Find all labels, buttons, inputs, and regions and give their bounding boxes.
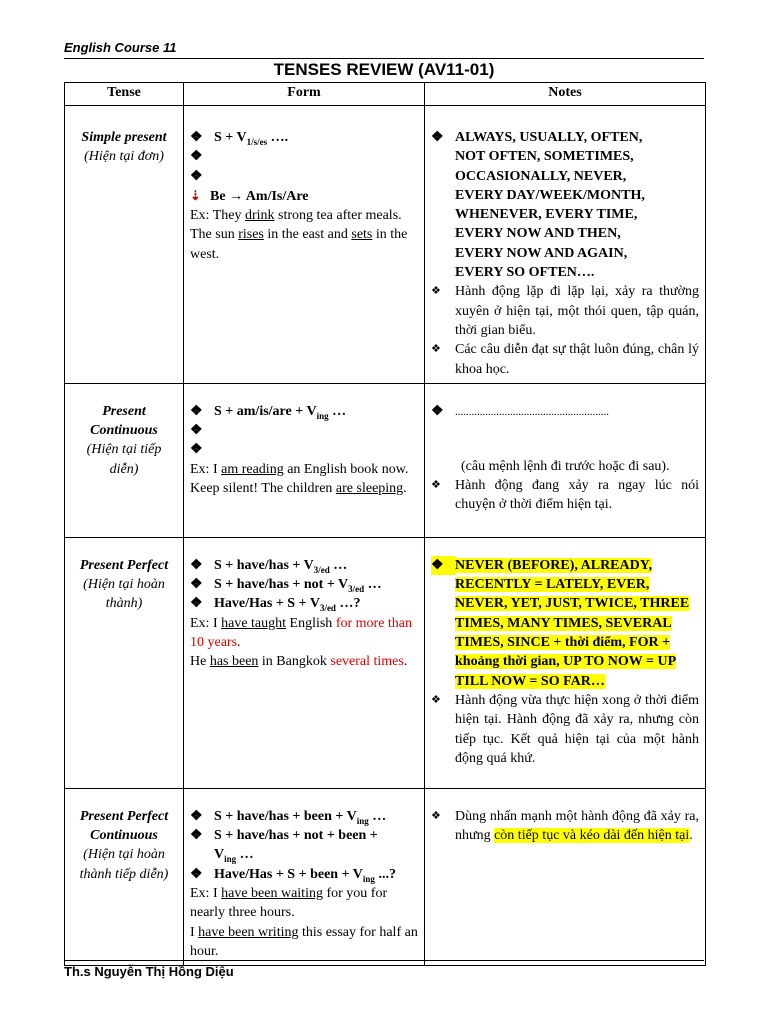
- table-header-row: [65, 83, 706, 106]
- example-sentence: Ex: They drink strong tea after meals.: [190, 208, 402, 224]
- small-diamond-bullet-icon: ❖: [431, 479, 441, 492]
- tense-name-en: Continuous: [90, 423, 158, 439]
- form-cell: [184, 537, 425, 788]
- tense-name-vi: (Hiện tại hoàn: [83, 577, 165, 593]
- author-footer: Th.s Nguyễn Thị Hồng Diệu: [64, 964, 234, 979]
- formula-question-blank: [190, 440, 418, 459]
- small-diamond-bullet-icon: ❖: [431, 809, 441, 822]
- small-diamond-bullet-icon: ❖: [431, 343, 441, 356]
- tenses-table: [64, 82, 706, 966]
- formula-be: ⇣ Be → Am/Is/Are: [190, 187, 309, 204]
- tense-cell: [65, 383, 184, 537]
- diamond-cross-bullet-icon: ❖: [190, 577, 203, 593]
- formula-negative-blank: [190, 147, 418, 166]
- tense-name-en: Continuous: [90, 828, 158, 844]
- formula-affirmative: ❖ $S + am/is/are + V_{ing}$ …: [190, 403, 347, 421]
- form-cell: [184, 106, 425, 384]
- tense-cell: [65, 106, 184, 384]
- notes-cell: [425, 383, 706, 537]
- column-header-tense: Tense: [65, 83, 184, 106]
- diamond-cross-bullet-icon: ❖: [190, 828, 203, 844]
- notes-cell: [425, 106, 706, 384]
- tense-name-vi: diễn): [109, 461, 139, 477]
- diamond-cross-bullet-icon: ❖: [190, 866, 203, 882]
- tense-name-vi: (Hiện tại tiếp: [86, 442, 162, 458]
- tense-name-en: Simple present: [81, 130, 167, 145]
- formula-negative-cont: $V_{ing}$ …: [214, 847, 254, 865]
- formula-question-blank: [190, 167, 418, 186]
- example-sentence: Keep silent! The children are sleeping.: [190, 481, 407, 497]
- formula-question: ❖ Have/Has + $S + V_{3/ed}$ …?: [190, 596, 361, 614]
- diamond-cross-bullet-icon: ❖: [190, 423, 203, 439]
- table-row: [65, 788, 706, 965]
- usage-note: ❖ Hành động đang xảy ra ngay lúc nói chuyện ở thời điểm hiện tại.: [431, 478, 699, 513]
- column-header-notes: Notes: [425, 83, 706, 106]
- diamond-cross-bullet-icon: ❖: [190, 403, 203, 419]
- page-title: TENSES REVIEW (AV11-01): [273, 60, 495, 79]
- diamond-cross-bullet-icon: ❖: [190, 808, 203, 824]
- diamond-cross-bullet-icon: ❖: [190, 168, 203, 184]
- small-diamond-bullet-icon: ❖: [431, 285, 441, 298]
- formula-negative-blank: [190, 421, 418, 440]
- tense-cell: [65, 788, 184, 965]
- form-cell: [184, 788, 425, 965]
- diamond-cross-bullet-icon: ❖: [190, 557, 203, 573]
- table-row: [65, 106, 706, 384]
- tense-name-vi: thành tiếp diễn): [79, 866, 169, 882]
- formula-affirmative: ❖ S + have/has + been + $V_{ing}$ …: [190, 808, 387, 826]
- tense-name-en: Present Perfect: [79, 557, 169, 573]
- diamond-cross-bullet-icon: ❖: [190, 130, 203, 145]
- diamond-cross-bullet-icon: ❖: [431, 130, 444, 145]
- small-diamond-bullet-icon: ❖: [431, 693, 441, 706]
- down-arrow-icon: ⇣: [190, 187, 201, 203]
- diamond-cross-bullet-icon: ❖: [190, 596, 203, 612]
- example-sentence: Ex: I have taught English for more than 10 years.: [190, 615, 413, 651]
- diamond-cross-bullet-icon: ❖: [190, 442, 203, 458]
- example-sentence: He has been in Bangkok several times.: [190, 654, 408, 670]
- footer-rule: [64, 960, 704, 961]
- table-row: [65, 537, 706, 788]
- signal-words: ❖ ALWAYS, USUALLY, OFTEN, NOT OFTEN, SOMETIMES, OCCASIONALLY, NEVER, EVERY DAY/WEEK/MONTH, WHENEVER, EVERY TIME, EVERY NOW AND THEN, EVERY NOW AND AGAIN, EVERY SO OFTEN….: [431, 130, 645, 281]
- notes-cell: [425, 788, 706, 965]
- tense-name-en: Present: [102, 403, 146, 419]
- example-sentence: Ex: I have been waiting for you for nearly three hours.: [190, 886, 388, 921]
- diamond-cross-bullet-icon: ❖: [431, 556, 455, 575]
- tense-name-vi: thành): [105, 596, 143, 612]
- formula-affirmative: ❖ $S + V_{1/s/es}$ ….: [190, 130, 289, 147]
- example-sentence: Ex: I am reading an English book now.: [190, 461, 409, 477]
- column-header-form: Form: [184, 83, 425, 106]
- course-header: English Course 11: [64, 40, 177, 55]
- tense-name-vi: (Hiện tại đơn): [84, 149, 164, 165]
- form-cell: [184, 383, 425, 537]
- header-rule: [64, 58, 704, 59]
- diamond-cross-bullet-icon: ❖: [431, 403, 444, 419]
- usage-note: ❖ Các câu diễn đạt sự thật luôn đúng, chân lý khoa học.: [431, 342, 699, 377]
- right-arrow-icon: →: [229, 188, 244, 204]
- usage-note: ❖ Hành động lặp đi lặp lại, xảy ra thường xuyên ở hiện tại, một thói quen, tập quán, thời gian biểu.: [431, 284, 699, 338]
- imperative-note: (câu mệnh lệnh đi trước hoặc đi sau).: [461, 458, 670, 474]
- formula-question: ❖ Have/Has + S + been + $V_{ing}$ ...?: [190, 866, 396, 884]
- usage-note: ❖ Dùng nhấn mạnh một hành động đã xảy ra, nhưng còn tiếp tục và kéo dài đến hiện tại.: [431, 808, 699, 844]
- formula-negative: ❖ S + have/has + not + $V_{3/ed}$ …: [190, 577, 382, 594]
- example-sentence: I have been writing this essay for half an hour.: [190, 924, 418, 959]
- tense-name-vi: (Hiện tại hoàn: [83, 847, 165, 863]
- usage-note: ❖ Hành động vừa thực hiện xong ở thời điểm hiện tại. Hành động đã xảy ra, nhưng còn tiếp tục. Kết quả hiện tại của một hành động quá khứ.: [431, 692, 699, 766]
- signal-words-blank: ❖ ........................................................: [431, 402, 699, 440]
- formula-negative: ❖ S + have/has + not + been +: [190, 826, 418, 845]
- diamond-cross-bullet-icon: ❖: [190, 149, 203, 165]
- tense-name-en: Present Perfect: [79, 808, 169, 824]
- notes-cell: [425, 537, 706, 788]
- example-sentence: The sun rises in the east and sets in the west.: [190, 227, 408, 262]
- table-row: [65, 383, 706, 537]
- signal-words: ❖ NEVER (BEFORE), ALREADY, RECENTLY = LATELY, EVER, NEVER, YET, JUST, TWICE, THREE TIMES, MANY TIMES, SEVERAL TIMES, SINCE + thời điểm, FOR + khoảng thời gian, UP TO NOW = UP TILL NOW = SO FAR…: [431, 557, 690, 689]
- tense-cell: [65, 537, 184, 788]
- formula-affirmative: ❖ S + have/has + $V_{3/ed}$ …: [190, 557, 348, 575]
